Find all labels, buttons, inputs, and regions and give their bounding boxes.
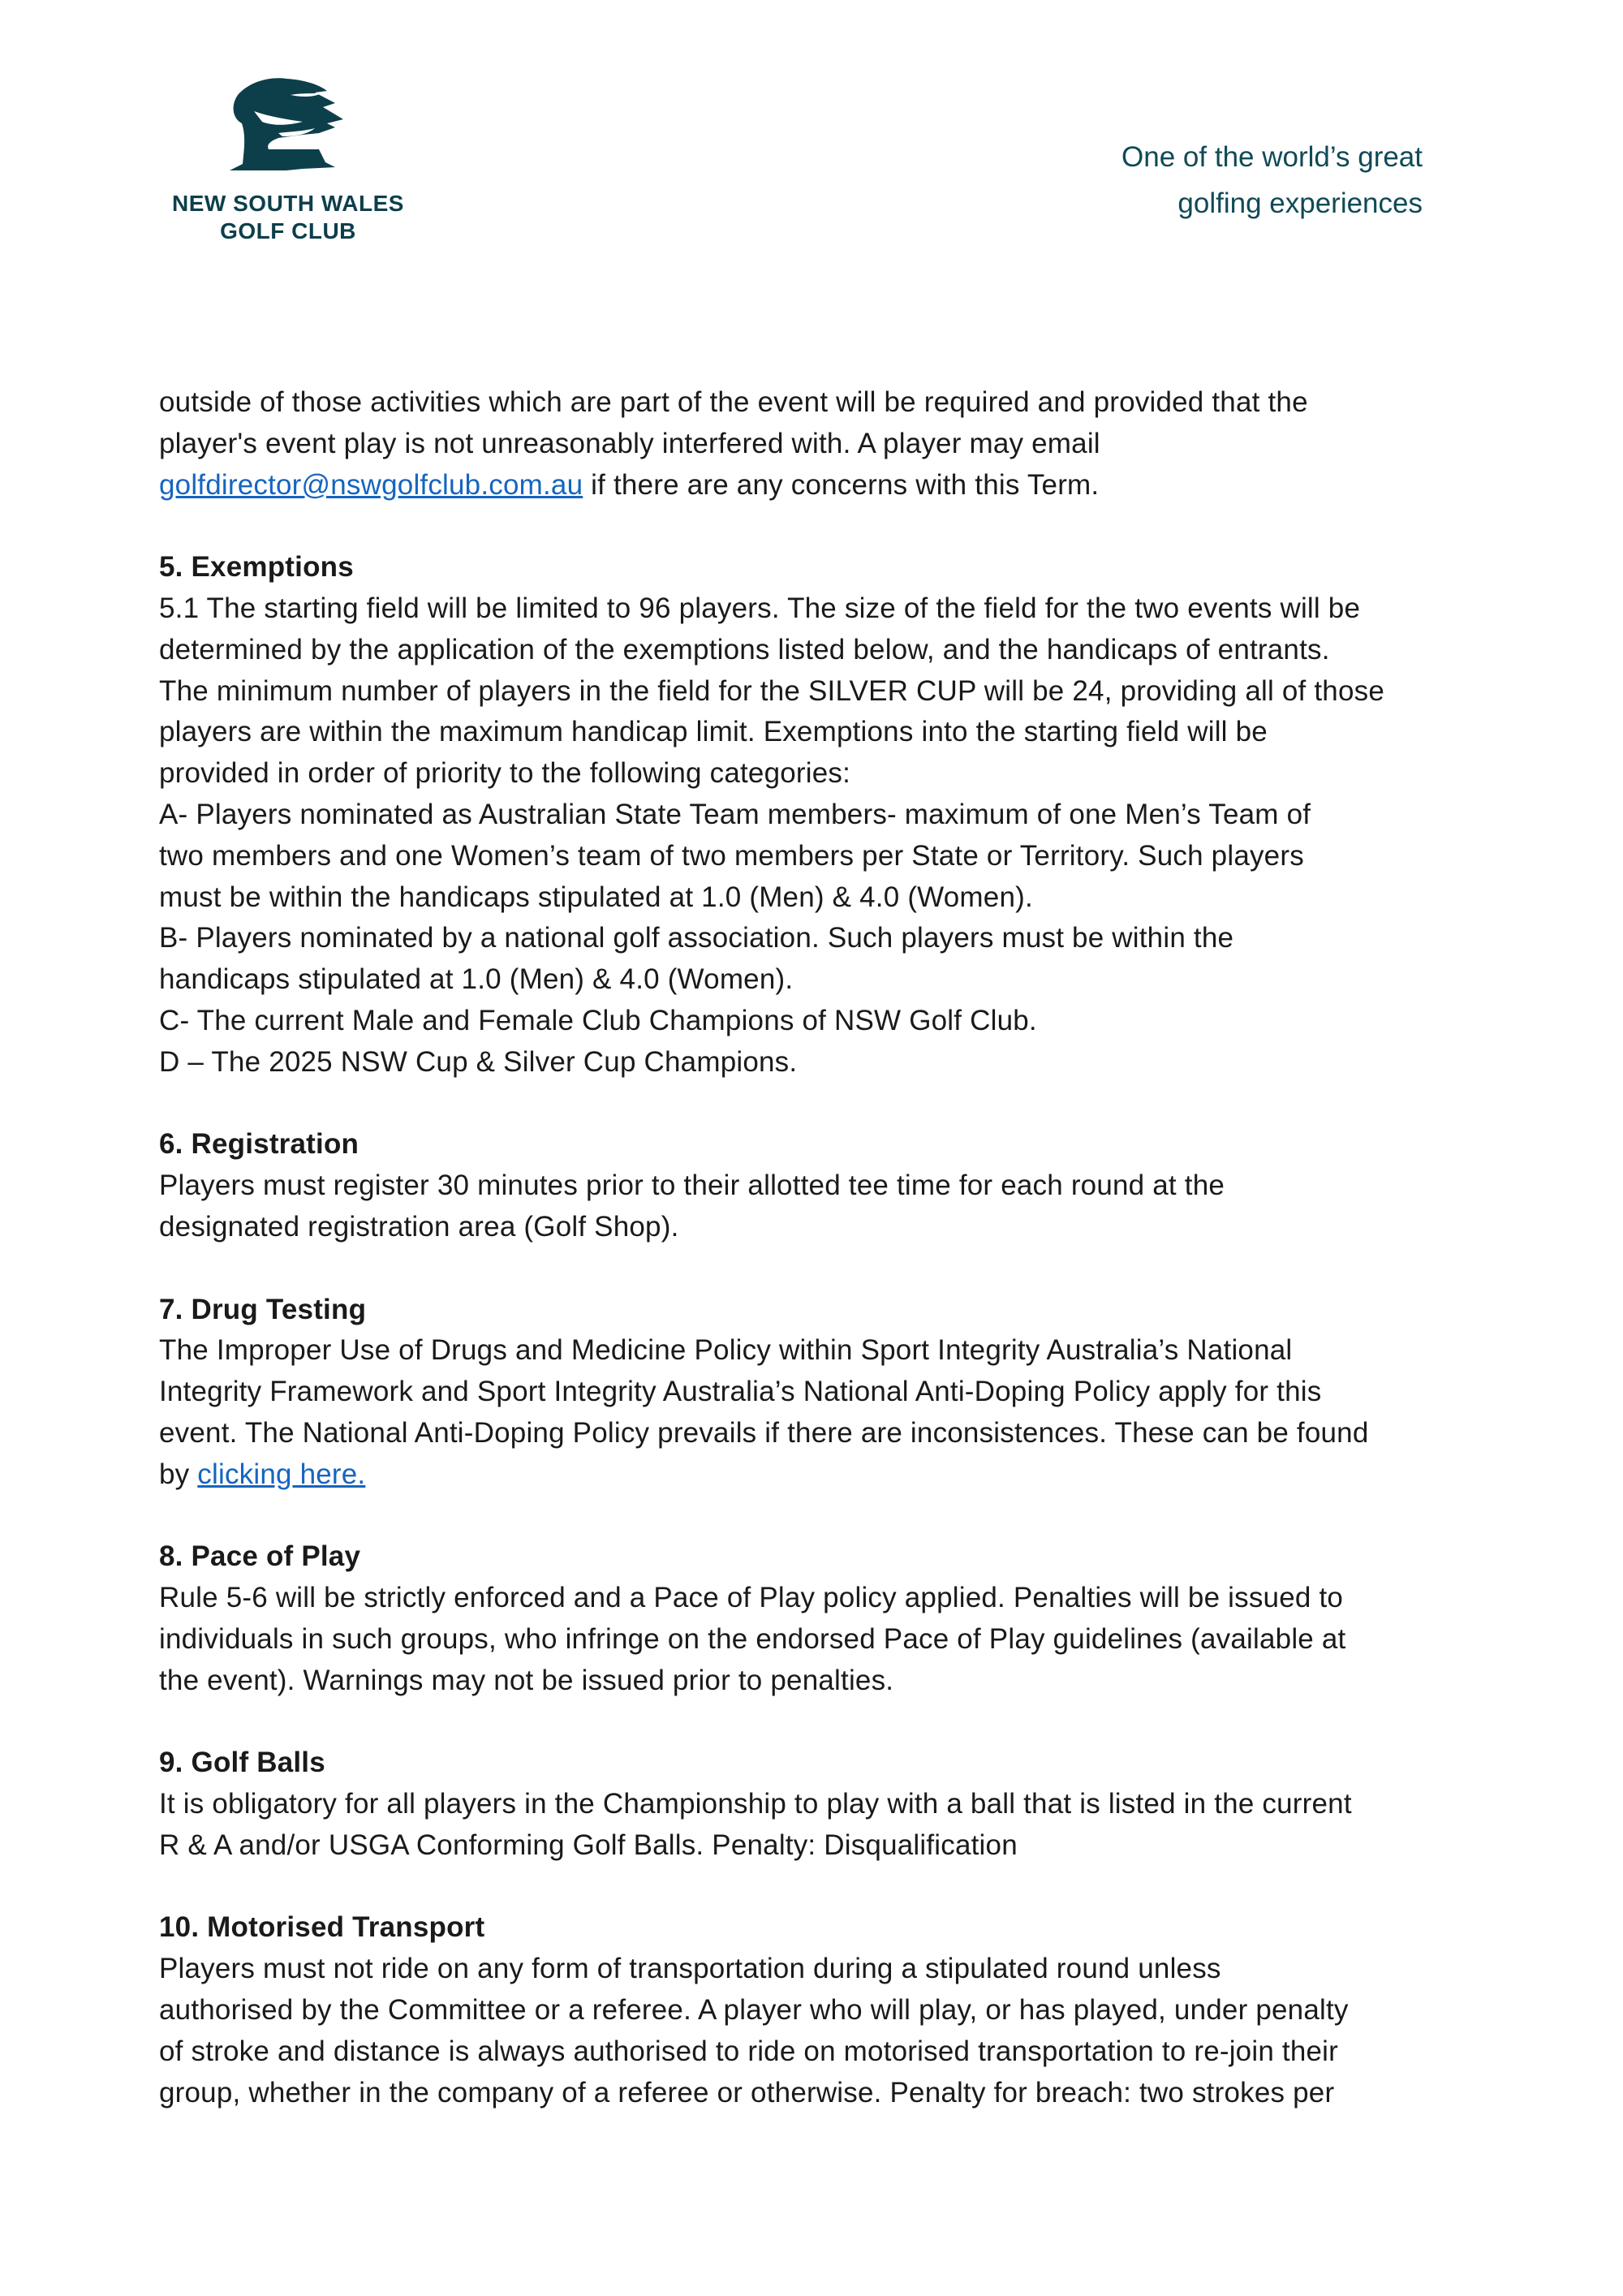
text-line xyxy=(159,1372,1474,1413)
text-segment: group, whether in the company of a referee or otherwise. Penalty for breach: two strokes per xyxy=(159,2076,1335,2109)
text-segment: handicaps stipulated at 1.0 (Men) & 4.0 (Women). xyxy=(159,963,794,996)
text-line xyxy=(159,1619,1474,1661)
text-segment: Rule 5-6 will be strictly enforced and a Pace of Play policy applied. Penalties will be issued to xyxy=(159,1582,1344,1614)
text-segment: two members and one Women’s team of two members per State or Territory. Such players xyxy=(159,839,1304,872)
link[interactable]: clicking here. xyxy=(197,1458,366,1490)
text-line xyxy=(159,1825,1474,1867)
text-segment: It is obligatory for all players in the Championship to play with a ball that is listed in the current xyxy=(159,1788,1352,1820)
text-line xyxy=(159,588,1474,630)
text-segment: outside of those activities which are part of the event will be required and provided that the xyxy=(159,386,1308,418)
text-line xyxy=(159,1207,1474,1248)
text-segment: 8. Pace of Play xyxy=(159,1540,361,1573)
text-segment: 7. Drug Testing xyxy=(159,1293,367,1325)
text-segment: players are within the maximum handicap limit. Exemptions into the starting field will be xyxy=(159,716,1268,748)
text-segment: if there are any concerns with this Term. xyxy=(583,468,1100,501)
text-segment: by xyxy=(159,1458,198,1490)
club-logo xyxy=(158,75,418,249)
text-line xyxy=(159,877,1474,919)
section-heading xyxy=(159,547,1474,588)
text-line xyxy=(159,1784,1474,1825)
section-heading xyxy=(159,1124,1474,1165)
text-segment: designated registration area (Golf Shop). xyxy=(159,1210,679,1243)
text-segment: 6. Registration xyxy=(159,1128,359,1161)
text-line xyxy=(159,630,1474,671)
text-segment: 5. Exemptions xyxy=(159,551,354,584)
tree-logo-icon xyxy=(213,75,359,180)
spacer xyxy=(159,1702,1474,1743)
text-segment: the event). Warnings may not be issued prior to penalties. xyxy=(159,1664,894,1696)
text-line xyxy=(159,753,1474,795)
text-segment: provided in order of priority to the following categories: xyxy=(159,757,851,790)
text-segment: The Improper Use of Drugs and Medicine Policy within Sport Integrity Australia’s National xyxy=(159,1334,1293,1367)
text-line xyxy=(159,2031,1474,2073)
text-segment: authorised by the Committee or a referee. A player who will play, or has played, under penalty xyxy=(159,1994,1349,2027)
text-segment: Players must not ride on any form of transportation during a stipulated round unless xyxy=(159,1953,1221,1985)
text-line xyxy=(159,465,1474,506)
logo-text-line-1: NEW SOUTH WALES xyxy=(172,191,404,216)
text-line xyxy=(159,918,1474,959)
text-line xyxy=(159,1001,1474,1042)
text-segment: C- The current Male and Female Club Champions of NSW Golf Club. xyxy=(159,1004,1037,1036)
document-body xyxy=(159,382,1474,2113)
section-heading xyxy=(159,1536,1474,1578)
text-line xyxy=(159,382,1474,424)
text-segment: Players must register 30 minutes prior to their allotted tee time for each round at the xyxy=(159,1170,1225,1202)
text-segment: event. The National Anti-Doping Policy prevails if there are inconsistences. These can be found xyxy=(159,1416,1369,1449)
text-segment: 10. Motorised Transport xyxy=(159,1911,485,1944)
text-segment: must be within the handicaps stipulated at 1.0 (Men) & 4.0 (Women). xyxy=(159,881,1033,913)
logo-text-line-2: GOLF CLUB xyxy=(220,218,356,243)
text-line xyxy=(159,1578,1474,1619)
spacer xyxy=(159,1867,1474,1908)
text-segment: 9. Golf Balls xyxy=(159,1747,325,1779)
text-line xyxy=(159,1413,1474,1454)
text-segment: determined by the application of the exemptions listed below, and the handicaps of entrants. xyxy=(159,633,1330,666)
spacer xyxy=(159,1496,1474,1537)
text-line xyxy=(159,2073,1474,2114)
text-line xyxy=(159,1990,1474,2031)
text-line xyxy=(159,836,1474,877)
text-line xyxy=(159,959,1474,1001)
spacer xyxy=(159,506,1474,547)
text-line xyxy=(159,1661,1474,1702)
text-line xyxy=(159,1330,1474,1372)
section-heading xyxy=(159,1907,1474,1949)
text-segment: The minimum number of players in the field for the SILVER CUP will be 24, providing all of those xyxy=(159,674,1384,707)
text-line xyxy=(159,712,1474,753)
text-segment: B- Players nominated by a national golf association. Such players must be within the xyxy=(159,922,1234,954)
text-segment: A- Players nominated as Australian State Team members- maximum of one Men’s Team of xyxy=(159,798,1311,830)
text-segment: player's event play is not unreasonably interfered with. A player may email xyxy=(159,427,1100,459)
text-line xyxy=(159,671,1474,713)
text-line xyxy=(159,1042,1474,1083)
spacer xyxy=(159,1083,1474,1125)
text-line xyxy=(159,424,1474,465)
section-heading xyxy=(159,1742,1474,1784)
link[interactable]: golfdirector@nswgolfclub.com.au xyxy=(159,468,583,501)
text-segment: Integrity Framework and Sport Integrity Australia’s National Anti-Doping Policy apply for this xyxy=(159,1376,1322,1408)
tagline xyxy=(1121,134,1423,226)
text-segment: individuals in such groups, who infringe on the endorsed Pace of Play guidelines (available at xyxy=(159,1622,1346,1655)
section-heading xyxy=(159,1290,1474,1331)
text-line xyxy=(159,1165,1474,1207)
tagline-line-1: One of the world’s great xyxy=(1121,141,1423,173)
tagline-line-2: golfing experiences xyxy=(1177,187,1423,219)
text-segment: 5.1 The starting field will be limited to 96 players. The size of the field for the two events will be xyxy=(159,592,1361,624)
text-line xyxy=(159,795,1474,836)
text-segment: D – The 2025 NSW Cup & Silver Cup Champions. xyxy=(159,1045,798,1078)
text-segment: of stroke and distance is always authorised to ride on motorised transportation to re-join their xyxy=(159,2035,1339,2067)
text-line xyxy=(159,1949,1474,1990)
spacer xyxy=(159,1248,1474,1290)
text-segment: R & A and/or USGA Conforming Golf Balls. Penalty: Disqualification xyxy=(159,1829,1018,1861)
text-line xyxy=(159,1454,1474,1496)
